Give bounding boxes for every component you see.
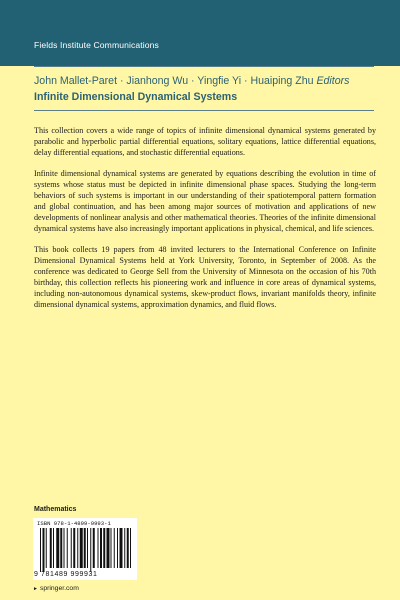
barcode-bar bbox=[67, 528, 68, 568]
barcode-bar bbox=[40, 528, 41, 572]
divider-title bbox=[34, 110, 374, 111]
barcode-bar bbox=[127, 528, 129, 568]
barcode-bar bbox=[120, 528, 123, 568]
barcode-bar bbox=[107, 528, 110, 568]
barcode-bar bbox=[90, 528, 91, 572]
publisher-link[interactable] bbox=[33, 585, 79, 592]
barcode-bar bbox=[60, 528, 62, 568]
barcode bbox=[33, 518, 137, 580]
header-band bbox=[0, 0, 400, 66]
barcode-bar bbox=[56, 528, 59, 568]
barcode-bars bbox=[40, 528, 132, 572]
description-paragraph: This collection covers a wide range of topics of infinite dimensional dynamical systems generated by parabolic and hyperbolic partial differential equations, solitary equations, lattice differential equations, delay differential equations, and stochastic differential equations. bbox=[34, 126, 376, 157]
description-paragraph: Infinite dimensional dynamical systems are generated by equations describing the evolution in time of systems whose status must be depicted in infinite dimensional phase spaces. Studying the long-term behaviors of such systems is important in our understanding of their spatiotemporal pattern formation and global continuation, and has been among major sources of motivation and applications of new developments of nonlinear analysis and other mathematical theories. Theories of the infinite dimensional dynamical systems have also increasingly important applications in physical, chemical, and life sciences. bbox=[34, 169, 376, 233]
barcode-bar bbox=[111, 528, 112, 568]
book-title: Infinite Dimensional Dynamical Systems bbox=[34, 91, 238, 103]
barcode-bar bbox=[84, 528, 86, 568]
barcode-bar bbox=[73, 528, 75, 568]
barcode-bar bbox=[114, 528, 115, 568]
publisher-url: springer.com bbox=[39, 585, 79, 592]
description bbox=[34, 125, 376, 320]
barcode-bar bbox=[80, 528, 83, 568]
barcode-bar bbox=[46, 528, 47, 568]
barcode-bar bbox=[124, 528, 125, 568]
barcode-bar bbox=[71, 528, 72, 568]
barcode-bar bbox=[100, 528, 102, 568]
isbn-text: ISBN 978-1-4899-9993-1 bbox=[37, 520, 111, 527]
barcode-bar bbox=[77, 528, 78, 568]
barcode-bar bbox=[93, 528, 95, 568]
barcode-bar bbox=[103, 528, 105, 568]
barcode-bar bbox=[98, 528, 99, 568]
barcode-bar bbox=[50, 528, 52, 568]
right-arrow-icon: ► bbox=[33, 586, 38, 592]
series-title: Fields Institute Communications bbox=[34, 40, 159, 50]
barcode-number: 9 781489 999931 bbox=[34, 571, 98, 578]
editors-names: John Mallet-Paret · Jianhong Wu · Yingfie Yi · Huaiping Zhu bbox=[34, 75, 314, 87]
subject-category: Mathematics bbox=[34, 506, 77, 513]
editors-line bbox=[34, 75, 384, 87]
barcode-bar bbox=[43, 528, 45, 572]
barcode-bar bbox=[117, 528, 118, 568]
barcode-bar bbox=[64, 528, 65, 568]
barcode-bar bbox=[53, 528, 54, 568]
barcode-bar bbox=[130, 528, 131, 568]
divider-top bbox=[34, 66, 374, 67]
barcode-bar bbox=[87, 528, 88, 568]
description-paragraph: This book collects 19 papers from 48 invited lecturers to the International Conference on Infinite Dimensional Dynamical Systems held at York University, Toronto, in September of 2008. As the conference was dedicated to George Sell from the University of Minnesota on the occasion of his 70th birthday, this collection reflects his pioneering work and influence in core areas of dynamical systems, including non-autonomous dynamical systems, skew-product flows, invariant manifolds theory, infinite dimensional dynamical systems, approximation dynamics, and fluid flows. bbox=[34, 245, 376, 309]
editors-suffix: Editors bbox=[316, 75, 350, 87]
